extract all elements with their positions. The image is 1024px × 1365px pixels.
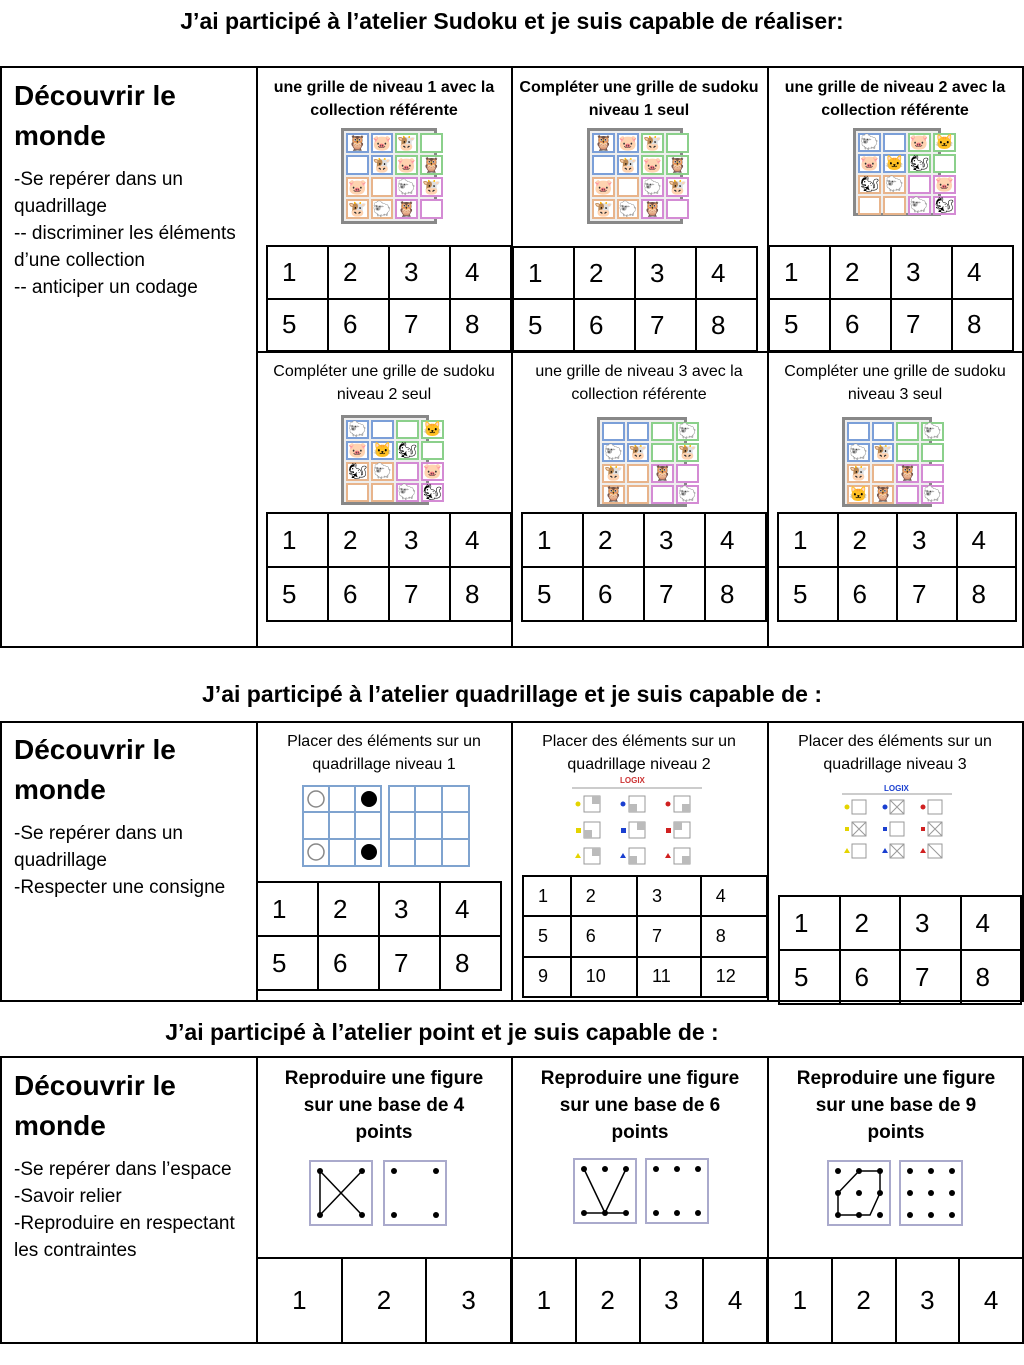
- activity-caption: Reproduire une figure sur une base de 4 points: [284, 1068, 484, 1143]
- skills-list: [14, 166, 250, 301]
- empty-cell: [651, 443, 674, 462]
- section-heading-point: J’ai participé à l’atelier point et je suis capable de :: [165, 1019, 719, 1045]
- empty-cell: [858, 196, 881, 215]
- activity-caption: une grille de niveau 2 avec la collection référente: [784, 79, 1006, 119]
- owl-icon: 🦉: [397, 200, 417, 218]
- section-heading-sudoku: J’ai participé à l’atelier Sudoku et je suis capable de réaliser:: [180, 8, 844, 34]
- empty-cell: [651, 485, 674, 504]
- pig-icon: 🐷: [908, 133, 931, 152]
- empty-cell: [617, 177, 640, 197]
- score-cell[interactable]: 7: [635, 299, 696, 351]
- activity-caption: Placer des éléments sur un quadrillage niveau 1: [287, 733, 481, 773]
- score-cell[interactable]: 6: [571, 916, 637, 956]
- sheep-icon: 🐑: [923, 486, 942, 503]
- empty-cell: [651, 422, 674, 441]
- cat-icon: 🐱: [849, 486, 868, 503]
- subject-block: [14, 76, 250, 301]
- activity-caption: Compléter une grille de sudoku niveau 1 seul: [519, 79, 759, 119]
- divider: [256, 66, 258, 648]
- score-cell[interactable]: 2: [571, 876, 637, 916]
- sheep-icon: 🐑: [885, 176, 904, 193]
- score-cell[interactable]: 8: [440, 936, 501, 990]
- sudoku-grid-image: [597, 417, 697, 507]
- sudoku-grid-image: [341, 128, 441, 224]
- score-cell[interactable]: 4: [957, 513, 1017, 567]
- pig-icon: 🐷: [594, 178, 613, 196]
- dot-figure-9-points: [826, 1159, 964, 1227]
- sheep-icon: 🐑: [372, 200, 392, 218]
- sheep-icon: 🐑: [373, 463, 392, 480]
- cow-icon: 🐮: [668, 178, 687, 196]
- score-cell[interactable]: 1: [267, 513, 328, 567]
- score-cell[interactable]: 1: [257, 1258, 342, 1343]
- score-cell[interactable]: 4: [952, 246, 1013, 299]
- score-cell[interactable]: 8: [961, 950, 1022, 1004]
- score-cell[interactable]: 1: [769, 246, 830, 299]
- pig-icon: 🐷: [421, 462, 444, 481]
- empty-cell: [420, 199, 443, 219]
- squirrel-icon: 🐿: [397, 442, 417, 459]
- score-cell[interactable]: 5: [267, 567, 328, 621]
- pig-icon: 🐷: [346, 441, 369, 460]
- score-cell[interactable]: 11: [637, 957, 701, 997]
- sheep-icon: 🐑: [923, 423, 942, 440]
- pig-icon: 🐷: [618, 134, 638, 152]
- score-cell[interactable]: 6: [583, 567, 644, 621]
- score-cell[interactable]: 2: [328, 513, 389, 567]
- cow-icon: 🐮: [397, 134, 417, 152]
- score-cell[interactable]: 3: [891, 246, 952, 299]
- score-cell[interactable]: 3: [426, 1258, 511, 1343]
- score-table: [256, 881, 502, 991]
- cow-icon: 🐮: [628, 444, 648, 461]
- empty-cell: [396, 420, 419, 439]
- empty-cell: [872, 464, 895, 483]
- skill-item: -- discriminer les éléments d’une collection: [14, 223, 242, 271]
- score-cell[interactable]: 1: [778, 513, 838, 567]
- score-cell[interactable]: 1: [267, 246, 328, 299]
- score-cell[interactable]: 3: [640, 1258, 704, 1343]
- empty-cell: [602, 422, 625, 441]
- activity-caption: une grille de niveau 3 avec la collection référente: [535, 363, 743, 403]
- skill-item: -Respecter une consigne: [14, 877, 226, 898]
- score-cell[interactable]: 3: [389, 513, 450, 567]
- subject-title: Découvrir le monde: [14, 734, 176, 805]
- score-cell[interactable]: 1: [768, 1258, 832, 1343]
- score-cell[interactable]: 10: [571, 957, 637, 997]
- cow-icon: 🐮: [643, 134, 663, 152]
- score-cell[interactable]: 4: [701, 876, 767, 916]
- squirrel-icon: 🐿: [934, 197, 954, 214]
- score-cell[interactable]: 7: [891, 299, 952, 352]
- sudoku-grid-image: [341, 415, 442, 505]
- pig-icon: 🐷: [372, 134, 392, 152]
- owl-icon: 🦉: [873, 486, 893, 503]
- cat-icon: 🐱: [885, 155, 904, 172]
- empty-cell: [627, 422, 650, 441]
- empty-cell: [346, 483, 369, 502]
- score-cell[interactable]: 4: [705, 513, 766, 567]
- score-cell[interactable]: 2: [840, 896, 901, 950]
- cat-icon: 🐱: [421, 420, 444, 439]
- empty-cell: [420, 133, 443, 153]
- cow-icon: 🐮: [618, 156, 638, 174]
- score-cell[interactable]: 4: [961, 896, 1022, 950]
- divider: [511, 721, 513, 1002]
- logix-figure-level2: [572, 786, 702, 868]
- score-cell[interactable]: 2: [576, 1258, 640, 1343]
- score-cell[interactable]: 5: [779, 950, 840, 1004]
- logix-logo: LOGIX: [620, 776, 645, 785]
- empty-cell: [883, 196, 906, 215]
- cow-icon: 🐮: [604, 465, 623, 482]
- score-table: [511, 1257, 768, 1344]
- score-cell[interactable]: 3: [896, 1258, 960, 1343]
- score-cell[interactable]: 2: [574, 247, 635, 299]
- skill-item: -Se repérer dans un quadrillage: [14, 823, 189, 871]
- cat-icon: 🐱: [373, 442, 392, 459]
- cow-icon: 🐮: [873, 444, 893, 461]
- sheep-icon: 🐑: [643, 178, 663, 196]
- score-cell[interactable]: 1: [779, 896, 840, 950]
- empty-cell: [896, 422, 919, 441]
- empty-cell: [666, 199, 689, 219]
- cat-icon: 🐱: [933, 133, 956, 152]
- score-table: [768, 245, 1014, 352]
- score-cell[interactable]: 7: [389, 567, 450, 621]
- subject-title: Découvrir le monde: [14, 1070, 176, 1141]
- sheep-icon: 🐑: [678, 486, 697, 503]
- score-cell[interactable]: 2: [830, 246, 891, 299]
- sheep-icon: 🐑: [849, 444, 868, 461]
- empty-cell: [627, 485, 650, 504]
- subject-block: [14, 730, 250, 901]
- empty-cell: [371, 420, 394, 439]
- score-table: [777, 512, 1017, 622]
- score-cell[interactable]: 2: [328, 246, 389, 299]
- activity-caption: Reproduire une figure sur une base de 9 points: [796, 1068, 996, 1143]
- score-cell[interactable]: 6: [838, 567, 898, 621]
- score-cell[interactable]: 12: [701, 957, 767, 997]
- score-cell[interactable]: 1: [257, 882, 318, 936]
- score-cell[interactable]: 7: [897, 567, 957, 621]
- score-table: [778, 895, 1022, 1005]
- sheep-icon: 🐑: [618, 200, 638, 218]
- score-cell[interactable]: 3: [900, 896, 961, 950]
- score-cell[interactable]: 8: [696, 299, 757, 351]
- score-cell[interactable]: 3: [389, 246, 450, 299]
- score-cell[interactable]: 3: [637, 876, 701, 916]
- score-cell[interactable]: 4: [450, 513, 511, 567]
- empty-cell: [883, 133, 906, 152]
- skill-item: -Se repérer dans l’espace: [14, 1159, 232, 1180]
- score-cell[interactable]: 3: [379, 882, 440, 936]
- score-cell[interactable]: 8: [952, 299, 1013, 352]
- score-cell[interactable]: 4: [959, 1258, 1023, 1343]
- score-table: [521, 512, 767, 622]
- empty-cell: [921, 443, 944, 462]
- score-cell[interactable]: 5: [257, 936, 318, 990]
- score-cell[interactable]: 1: [522, 513, 583, 567]
- owl-icon: 🦉: [594, 134, 613, 152]
- logix-figure-level3: [842, 792, 952, 862]
- empty-cell: [371, 483, 394, 502]
- score-cell[interactable]: 3: [635, 247, 696, 299]
- empty-cell: [666, 133, 689, 153]
- squirrel-icon: 🐿: [909, 155, 929, 172]
- section-heading-quadrillage: J’ai participé à l’atelier quadrillage et je suis capable de :: [202, 681, 822, 707]
- score-cell[interactable]: 2: [342, 1258, 427, 1343]
- owl-icon: 🦉: [422, 156, 441, 174]
- owl-icon: 🦉: [898, 465, 918, 482]
- score-cell[interactable]: 5: [513, 299, 574, 351]
- logix-logo: LOGIX: [884, 784, 909, 793]
- score-cell[interactable]: 7: [379, 936, 440, 990]
- score-cell[interactable]: 6: [830, 299, 891, 352]
- empty-cell: [872, 422, 895, 441]
- score-cell[interactable]: 7: [644, 567, 705, 621]
- empty-cell: [627, 464, 650, 483]
- empty-cell: [592, 155, 615, 175]
- score-cell[interactable]: 8: [705, 567, 766, 621]
- score-cell[interactable]: 8: [450, 567, 511, 621]
- owl-icon: 🦉: [604, 486, 623, 503]
- empty-cell: [396, 462, 419, 481]
- squirrel-icon: 🐿: [422, 484, 442, 501]
- empty-cell: [421, 441, 444, 460]
- score-cell[interactable]: 2: [832, 1258, 896, 1343]
- owl-icon: 🦉: [668, 156, 687, 174]
- sheep-icon: 🐑: [678, 423, 697, 440]
- grid-figure-level1: [301, 784, 471, 868]
- empty-cell: [921, 464, 944, 483]
- activity-caption: Placer des éléments sur un quadrillage niveau 3: [798, 733, 992, 773]
- score-cell[interactable]: 8: [701, 916, 767, 956]
- sudoku-grid-image: [842, 417, 942, 507]
- owl-icon: 🦉: [348, 134, 367, 152]
- subject-title: Découvrir le monde: [14, 80, 176, 151]
- score-cell[interactable]: 3: [644, 513, 705, 567]
- skill-item: -Se repérer dans un quadrillage: [14, 169, 189, 217]
- pig-icon: 🐷: [933, 175, 956, 194]
- activity-caption: Compléter une grille de sudoku niveau 3 seul: [784, 363, 1006, 403]
- skills-list: [14, 820, 250, 901]
- empty-cell: [908, 175, 931, 194]
- score-table: [256, 1257, 512, 1344]
- activity-caption: Compléter une grille de sudoku niveau 2 seul: [273, 363, 495, 403]
- score-cell[interactable]: 6: [574, 299, 635, 351]
- score-cell[interactable]: 5: [523, 916, 571, 956]
- score-cell[interactable]: 6: [328, 299, 389, 352]
- score-cell[interactable]: 5: [778, 567, 838, 621]
- score-cell[interactable]: 4: [696, 247, 757, 299]
- score-cell[interactable]: 5: [522, 567, 583, 621]
- sheep-icon: 🐑: [908, 196, 931, 215]
- empty-cell: [896, 443, 919, 462]
- score-cell[interactable]: 9: [523, 957, 571, 997]
- score-cell[interactable]: 3: [897, 513, 957, 567]
- pig-icon: 🐷: [643, 156, 663, 174]
- score-cell[interactable]: 8: [450, 299, 511, 352]
- subject-block: [14, 1066, 250, 1264]
- score-cell[interactable]: 6: [328, 567, 389, 621]
- score-cell[interactable]: 1: [512, 1258, 576, 1343]
- score-table: [522, 875, 768, 998]
- sheep-icon: 🐑: [346, 420, 369, 439]
- sheep-icon: 🐑: [397, 178, 417, 196]
- squirrel-icon: 🐿: [348, 463, 368, 480]
- pig-icon: 🐷: [397, 156, 417, 174]
- pig-icon: 🐷: [858, 154, 881, 173]
- score-cell[interactable]: 4: [450, 246, 511, 299]
- dot-figure-4-points: [308, 1159, 448, 1229]
- score-cell[interactable]: 5: [769, 299, 830, 352]
- owl-icon: 🦉: [653, 465, 673, 482]
- cow-icon: 🐮: [849, 465, 868, 482]
- score-cell[interactable]: 7: [389, 299, 450, 352]
- sheep-icon: 🐑: [858, 133, 881, 152]
- score-table: [767, 1257, 1024, 1344]
- skill-item: -Reproduire en respectant les contraintes: [14, 1213, 241, 1261]
- score-cell[interactable]: 6: [840, 950, 901, 1004]
- score-cell[interactable]: 1: [513, 247, 574, 299]
- empty-cell: [676, 464, 699, 483]
- score-cell[interactable]: 6: [318, 936, 379, 990]
- score-cell[interactable]: 8: [957, 567, 1017, 621]
- empty-cell: [847, 422, 870, 441]
- skills-list: [14, 1156, 250, 1264]
- score-cell[interactable]: 4: [440, 882, 501, 936]
- score-cell[interactable]: 2: [838, 513, 898, 567]
- sheep-icon: 🐑: [396, 483, 419, 502]
- empty-cell: [346, 155, 369, 175]
- cow-icon: 🐮: [372, 156, 392, 174]
- score-table: [512, 246, 758, 352]
- cow-icon: 🐮: [678, 444, 697, 461]
- score-cell[interactable]: 2: [318, 882, 379, 936]
- score-table: [266, 512, 512, 622]
- activity-caption: Reproduire une figure sur une base de 6 points: [540, 1068, 740, 1143]
- score-cell[interactable]: 4: [703, 1258, 767, 1343]
- sheep-icon: 🐑: [604, 444, 623, 461]
- cow-icon: 🐮: [594, 200, 613, 218]
- skill-item: -- anticiper un codage: [14, 277, 198, 298]
- score-cell[interactable]: 7: [900, 950, 961, 1004]
- sudoku-grid-image: [853, 128, 954, 216]
- score-cell[interactable]: 7: [637, 916, 701, 956]
- score-cell[interactable]: 1: [523, 876, 571, 916]
- score-cell[interactable]: 5: [267, 299, 328, 352]
- cow-icon: 🐮: [348, 200, 367, 218]
- pig-icon: 🐷: [348, 178, 367, 196]
- activity-caption: une grille de niveau 1 avec la collection référente: [273, 79, 495, 119]
- dot-figure-6-points: [572, 1157, 710, 1227]
- score-cell[interactable]: 2: [583, 513, 644, 567]
- score-table: [266, 245, 512, 352]
- activity-caption: Placer des éléments sur un quadrillage niveau 2: [542, 733, 736, 773]
- empty-cell: [896, 485, 919, 504]
- skill-item: -Savoir relier: [14, 1186, 122, 1207]
- sudoku-grid-image: [587, 128, 687, 224]
- empty-cell: [371, 177, 394, 197]
- cow-icon: 🐮: [422, 178, 441, 196]
- divider: [767, 66, 769, 648]
- squirrel-icon: 🐿: [860, 176, 880, 193]
- owl-icon: 🦉: [643, 200, 663, 218]
- empty-cell: [933, 154, 956, 173]
